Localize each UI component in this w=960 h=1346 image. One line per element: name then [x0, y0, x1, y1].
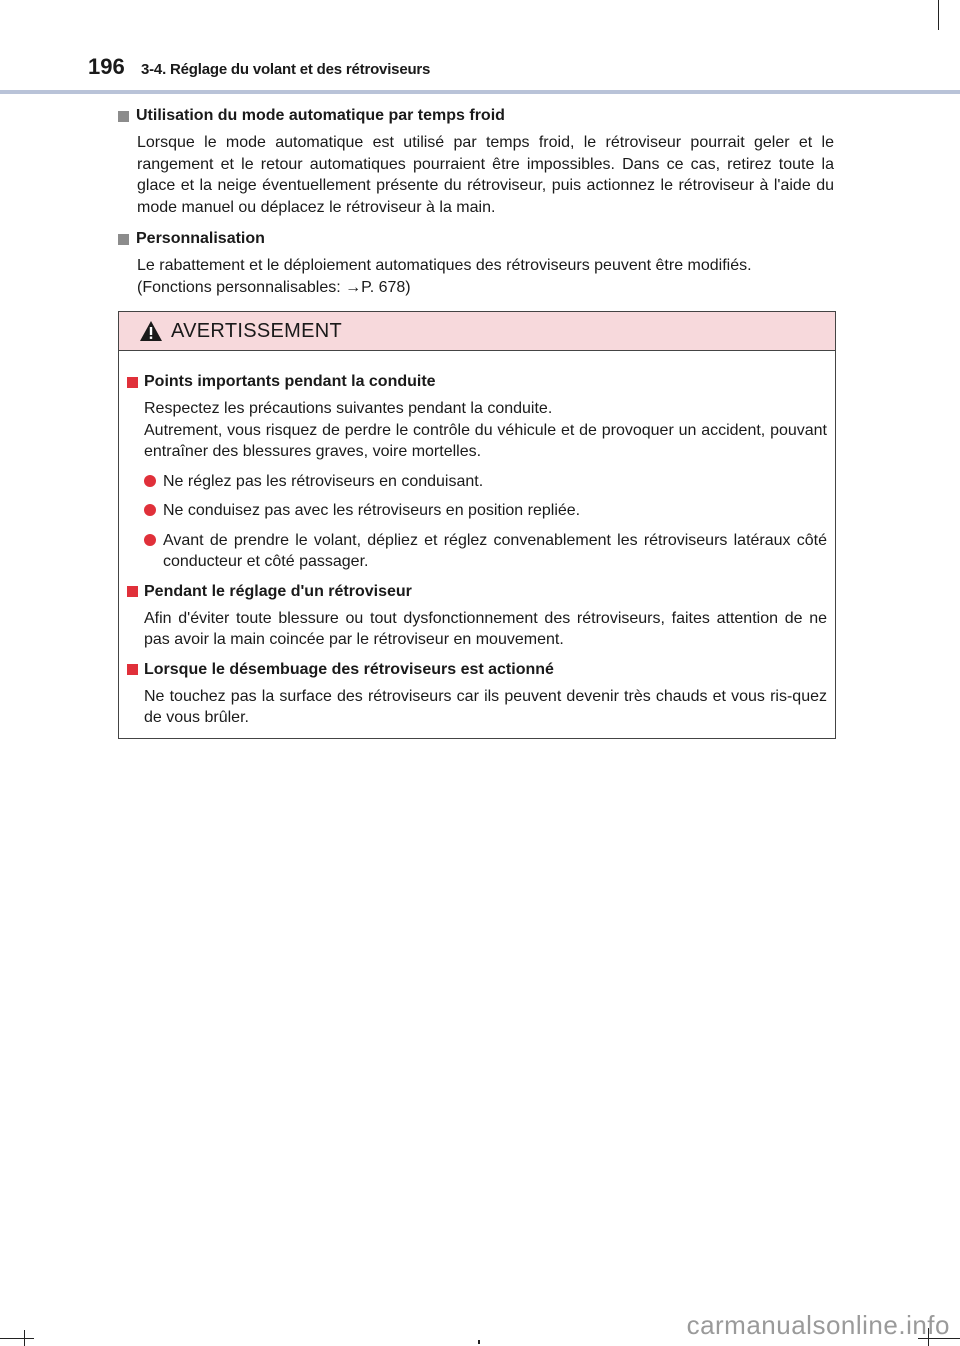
page-header [0, 48, 960, 94]
paragraph: Le rabattement et le déploiement automatiques des rétroviseurs peuvent être modifiés. [137, 257, 752, 274]
warning-box [118, 311, 836, 739]
list-item: Ne conduisez pas avec les rétroviseurs en position repliée. [144, 500, 827, 522]
crop-mark [478, 1340, 480, 1344]
section-title: Utilisation du mode automatique par temps froid [136, 107, 505, 124]
paragraph: Autrement, vous risquez de perdre le contrôle du véhicule et de provoquer un accident, pouvant entraîner des blessures graves, voire mortelles. [144, 421, 827, 460]
red-dot-bullet-icon [144, 504, 156, 516]
main-content [118, 105, 834, 304]
warning-section-defogger [127, 659, 827, 729]
paragraph: Ne touchez pas la surface des rétroviseurs car ils peuvent devenir très chauds et vous ris-quez de vous brûler. [144, 687, 827, 726]
warning-section-title: Pendant le réglage d'un rétroviseur [144, 582, 412, 600]
warning-title: AVERTISSEMENT [171, 319, 342, 342]
list-item: Ne réglez pas les rétroviseurs en conduisant. [144, 471, 827, 493]
paragraph: Respectez les précautions suivantes pendant la conduite. [144, 400, 553, 417]
warning-section-title: Lorsque le désembuage des rétroviseurs est actionné [144, 660, 554, 678]
warning-triangle-icon [139, 320, 163, 342]
section-cold-weather [118, 105, 834, 218]
chapter-title: 3-4. Réglage du volant et des rétroviseurs [141, 61, 431, 78]
watermark-logo: carmanualsonline.info [686, 1310, 950, 1340]
warning-section-title: Points importants pendant la conduite [144, 373, 436, 390]
paragraph: Lorsque le mode automatique est utilisé par temps froid, le rétroviseur pourrait geler et le rangement et le retour automatiques pourraient être impossibles. Dans ce cas, retirez toute la glace et la neige éventuellement présente du rétroviseur, puis actionnez le rétroviseur à l'aide du mode manuel ou déplacez le rétroviseur à la main. [137, 134, 834, 216]
crop-mark [0, 1338, 34, 1339]
red-dot-bullet-icon [144, 475, 156, 487]
warning-header [119, 312, 835, 351]
page-number: 196 [88, 54, 125, 79]
red-square-bullet-icon [127, 586, 138, 597]
warning-section-adjusting [127, 581, 827, 651]
section-title: Personnalisation [136, 230, 265, 247]
section-personalization [118, 228, 834, 298]
square-bullet-icon [118, 234, 129, 245]
red-dot-bullet-icon [144, 534, 156, 546]
paragraph: Afin d'éviter toute blessure ou tout dysfonctionnement des rétroviseurs, faites attention de ne pas avoir la main coincée par le rétroviseur en mouvement. [144, 609, 827, 648]
square-bullet-icon [118, 111, 129, 122]
red-square-bullet-icon [127, 664, 138, 675]
header-rule [0, 90, 960, 94]
list-item: Avant de prendre le volant, dépliez et réglez convenablement les rétroviseurs latéraux côté conducteur et côté passager. [144, 530, 827, 573]
paragraph-reference: (Fonctions personnalisables: →P. 678) [137, 278, 411, 296]
red-square-bullet-icon [127, 377, 138, 388]
crop-mark [938, 0, 939, 30]
warning-section-driving [127, 371, 827, 573]
